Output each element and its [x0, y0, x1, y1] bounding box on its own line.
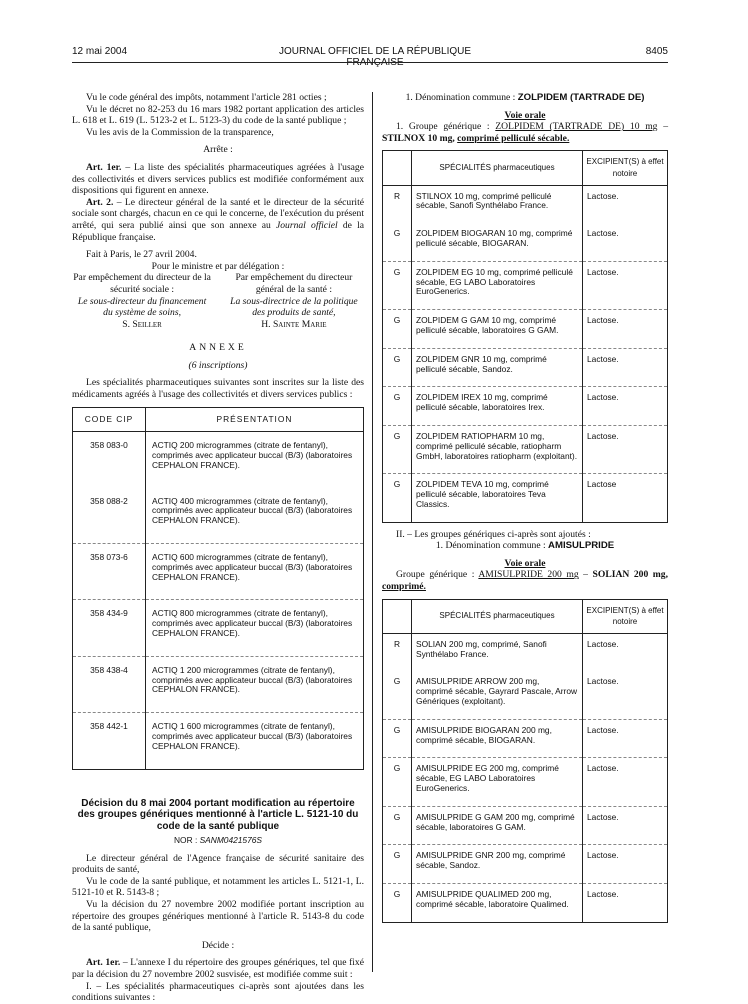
table-cell: ZOLPIDEM GNR 10 mg, comprimé pelliculé sécable, Sandoz. [412, 348, 583, 387]
annexe-table-row [73, 656, 364, 712]
table-cell: Lactose. [583, 185, 668, 223]
zolpidem-table [382, 150, 668, 522]
table-cell: AMISULPRIDE EG 200 mg, comprimé sécable, EG LABO Laboratoires EuroGenerics. [412, 758, 583, 806]
table-cell: G [383, 474, 412, 522]
table-cell: 358 088-2 [90, 495, 128, 506]
table-cell: ACTIQ 400 microgrammes (citrate de fentanyl), comprimés avec applicateur buccal (B/3) (laboratoires CEPHALON FRANCE). [146, 488, 364, 544]
header-page-number: 8405 [645, 46, 668, 57]
annexe-table-row [73, 432, 364, 488]
decision-title: Décision du 8 mai 2004 portant modification au répertoire des groupes génériques mentionné à l'article L. 5121-10 du code de la santé publique [77, 797, 359, 832]
header-date: 12 mai 2004 [72, 46, 128, 57]
decide-heading: Décide : [201, 939, 235, 951]
table-cell: ACTIQ 200 microgrammes (citrate de fentanyl), comprimés avec applicateur buccal (B/3) (laboratoires CEPHALON FRANCE). [146, 432, 364, 488]
table-cell: ZOLPIDEM TEVA 10 mg, comprimé pelliculé sécable, laboratoires Teva Classics. [412, 474, 583, 522]
column-header-presentation: PRÉSENTATION [146, 407, 364, 432]
zolpidem-table-row [383, 425, 668, 473]
decision-vu-code: Vu le code de la santé publique, et notamment les articles L. 5121-1, L. 5121-10 et R. 5143-8 ; [72, 875, 364, 899]
table-cell: Lactose. [583, 806, 668, 845]
column-header-excipients: EXCIPIENT(S) à effet notoire [583, 599, 668, 633]
column-header-status [383, 151, 412, 185]
amisulpride-table-row [383, 806, 668, 845]
decision-vu-decision: Vu la décision du 27 novembre 2002 modifiée portant inscription au répertoire des groupes génériques mentionné à l'article R. 5143-8 du code de la santé publique, [72, 899, 364, 934]
article-2: Art. 2. – Le directeur général de la santé et le directeur de la sécurité sociale sont chargés, chacun en ce qui le concerne, de l'exécution du présent arrêté, qui sera publié ainsi que son annexe au Journal officiel de la République française. [72, 196, 364, 243]
table-cell: G [383, 310, 412, 349]
amisulpride-table-row [383, 633, 668, 671]
table-cell: Lactose. [583, 310, 668, 349]
table-cell: G [383, 884, 412, 923]
annexe-table-row [73, 488, 364, 544]
arrete-heading: Arrête : [203, 144, 233, 156]
table-cell: SOLIAN 200 mg, comprimé, Sanofi Synthélabo France. [412, 633, 583, 671]
table-cell: 358 442-1 [73, 713, 146, 769]
column-header-code-cip: CODE CIP [73, 407, 146, 432]
column-header-excipients: EXCIPIENT(S) à effet notoire [583, 151, 668, 185]
annexe-intro: Les spécialités pharmaceutiques suivantes sont inscrites sur la liste des médicaments agréés à l'usage des collectivités et divers services publics : [72, 377, 364, 401]
table-cell: Lactose. [583, 845, 668, 884]
vu-avis: Vu les avis de la Commission de la transparence, [86, 126, 274, 138]
table-cell: R [383, 633, 412, 671]
table-cell: G [383, 719, 412, 758]
table-cell: ACTIQ 1 200 microgrammes (citrate de fentanyl), comprimés avec applicateur buccal (B/3) (laboratoires CEPHALON FRANCE). [146, 656, 364, 712]
table-cell: Lactose. [583, 719, 668, 758]
table-cell: AMISULPRIDE ARROW 200 mg, comprimé sécable, Gayrard Pascale, Arrow Génériques (exploitant). [412, 671, 583, 719]
table-cell: AMISULPRIDE BIOGARAN 200 mg, comprimé sécable, BIOGARAN. [412, 719, 583, 758]
denomination-zolpidem: 1. Dénomination commune : ZOLPIDEM (TARTRADE DE) [405, 92, 645, 103]
zolpidem-table-row [383, 223, 668, 261]
table-cell: Lactose [583, 474, 668, 522]
table-cell: G [383, 845, 412, 884]
amisulpride-table-row [383, 884, 668, 923]
column-header-status [383, 599, 412, 633]
table-cell: ACTIQ 800 microgrammes (citrate de fentanyl), comprimés avec applicateur buccal (B/3) (laboratoires CEPHALON FRANCE). [146, 600, 364, 656]
decision-article-1: Art. 1er. – L'annexe I du répertoire des groupes génériques, tel que fixé par la décision du 27 novembre 2002 susvisée, est modifiée comme suit : [72, 957, 364, 981]
table-cell: ACTIQ 1 600 microgrammes (citrate de fentanyl), comprimés avec applicateur buccal (B/3) (laboratoires CEPHALON FRANCE). [146, 713, 364, 769]
signature-right: Par empêchement du directeur général de la santé : La sous-directrice de la politique des produits de santé, H. Sainte Marie [230, 272, 358, 330]
table-cell: 358 083-0 [73, 432, 146, 488]
zolpidem-table-row [383, 474, 668, 522]
nor-reference: NOR : SANM0421576S [174, 835, 262, 846]
column-header-specialites: SPÉCIALITÉS pharmaceutiques [412, 151, 583, 185]
vu-code-impots: Vu le code général des impôts, notamment l'article 281 octies ; [86, 92, 327, 103]
amisulpride-table [382, 599, 668, 923]
table-cell: ZOLPIDEM G GAM 10 mg, comprimé pelliculé sécable, laboratoires G GAM. [412, 310, 583, 349]
annexe-subtitle: (6 inscriptions) [188, 359, 248, 371]
table-cell: ZOLPIDEM EG 10 mg, comprimé pelliculé sécable, EG LABO Laboratoires EuroGenerics. [412, 261, 583, 309]
annexe-table-row [73, 544, 364, 600]
decision-point-i: I. – Les spécialités pharmaceutiques ci-après sont ajoutées dans les conditions suivantes : [72, 980, 364, 1004]
decision-directeur: Le directeur général de l'Agence française de sécurité sanitaire des produits de santé, [72, 852, 364, 876]
table-cell: Lactose. [583, 884, 668, 923]
table-cell: 358 073-6 [73, 544, 146, 600]
vu-decret: Vu le décret no 82-253 du 16 mars 1982 portant application des articles L. 618 et L. 619 (L. 5123-2 et L. 5123-3) du code de la santé publique ; [72, 103, 364, 127]
table-cell: G [393, 228, 401, 239]
delegation-line: Pour le ministre et par délégation : [151, 260, 285, 272]
table-cell: Lactose. [583, 387, 668, 426]
header-rule [72, 62, 668, 63]
zolpidem-table-row [383, 348, 668, 387]
table-cell: AMISULPRIDE GNR 200 mg, comprimé sécable, Sandoz. [412, 845, 583, 884]
column-separator [372, 92, 373, 972]
table-cell: Lactose. [583, 633, 668, 671]
amisulpride-table-row [383, 758, 668, 806]
table-cell: ZOLPIDEM BIOGARAN 10 mg, comprimé pelliculé sécable, BIOGARAN. [412, 223, 583, 261]
table-cell: STILNOX 10 mg, comprimé pelliculé sécable, Sanofi Synthélabo France. [412, 185, 583, 223]
table-cell: G [383, 387, 412, 426]
zolpidem-table-row [383, 261, 668, 309]
table-cell: Lactose. [583, 223, 668, 261]
zolpidem-table-row [383, 185, 668, 223]
table-cell: Lactose. [583, 758, 668, 806]
signature-left: Par empêchement du directeur de la sécurité sociale : Le sous-directeur du financement du système de soins, S. Seiller [73, 272, 211, 330]
zolpidem-table-row [383, 310, 668, 349]
table-cell: Lactose. [583, 425, 668, 473]
annexe-title: ANNEXE [189, 342, 247, 354]
amisulpride-table-row [383, 671, 668, 719]
left-column [72, 92, 364, 1004]
annexe-table-row [73, 600, 364, 656]
table-cell: Lactose. [583, 348, 668, 387]
table-cell: AMISULPRIDE G GAM 200 mg, comprimé sécable, laboratoires G GAM. [412, 806, 583, 845]
table-cell: G [383, 758, 412, 806]
table-cell: R [383, 185, 412, 223]
table-cell: G [383, 261, 412, 309]
table-cell: G [383, 348, 412, 387]
voie-orale-2: Voie orale [504, 557, 546, 569]
table-cell: AMISULPRIDE QUALIMED 200 mg, comprimé sécable, laboratoire Qualimed. [412, 884, 583, 923]
table-cell: ZOLPIDEM RATIOPHARM 10 mg, comprimé pelliculé sécable, ratiopharm GmbH, laboratoires ratiopharm (exploitant). [412, 425, 583, 473]
signatures [72, 272, 364, 330]
amisulpride-table-row [383, 719, 668, 758]
groupe-amisulpride: Groupe générique : AMISULPRIDE 200 mg – SOLIAN 200 mg, comprimé. [382, 569, 668, 593]
table-cell: G [393, 676, 401, 687]
column-header-specialites: SPÉCIALITÉS pharmaceutiques [412, 599, 583, 633]
amisulpride-table-row [383, 845, 668, 884]
annexe-table [72, 407, 364, 770]
annexe-table-row [73, 713, 364, 769]
voie-orale-1: Voie orale [504, 109, 546, 121]
denomination-amisulpride: 1. Dénomination commune : AMISULPRIDE [435, 540, 615, 552]
table-cell: ACTIQ 600 microgrammes (citrate de fentanyl), comprimés avec applicateur buccal (B/3) (laboratoires CEPHALON FRANCE). [146, 544, 364, 600]
table-cell: G [383, 425, 412, 473]
table-cell: Lactose. [583, 671, 668, 719]
zolpidem-table-row [383, 387, 668, 426]
article-1: Art. 1er. – La liste des spécialités pharmaceutiques agréées à l'usage des collectivités et divers services publics est modifiée conformément aux dispositions qui figurent en annexe. [72, 161, 364, 197]
right-column [382, 92, 668, 923]
table-cell: G [383, 806, 412, 845]
table-cell: Lactose. [583, 261, 668, 309]
header-title: JOURNAL OFFICIEL DE LA RÉPUBLIQUE [278, 46, 472, 57]
table-cell: 358 434-9 [73, 600, 146, 656]
groupe-zolpidem: 1. Groupe générique : ZOLPIDEM (TARTRADE DE) 10 mg – STILNOX 10 mg, comprimé pelliculé sécable. [382, 121, 668, 144]
fait-a-paris: Fait à Paris, le 27 avril 2004. [86, 249, 197, 261]
table-cell: 358 438-4 [73, 656, 146, 712]
point-ii: II. – Les groupes génériques ci-après sont ajoutés : [396, 528, 591, 540]
table-cell: ZOLPIDEM IREX 10 mg, comprimé pelliculé sécable, laboratoires Irex. [412, 387, 583, 426]
